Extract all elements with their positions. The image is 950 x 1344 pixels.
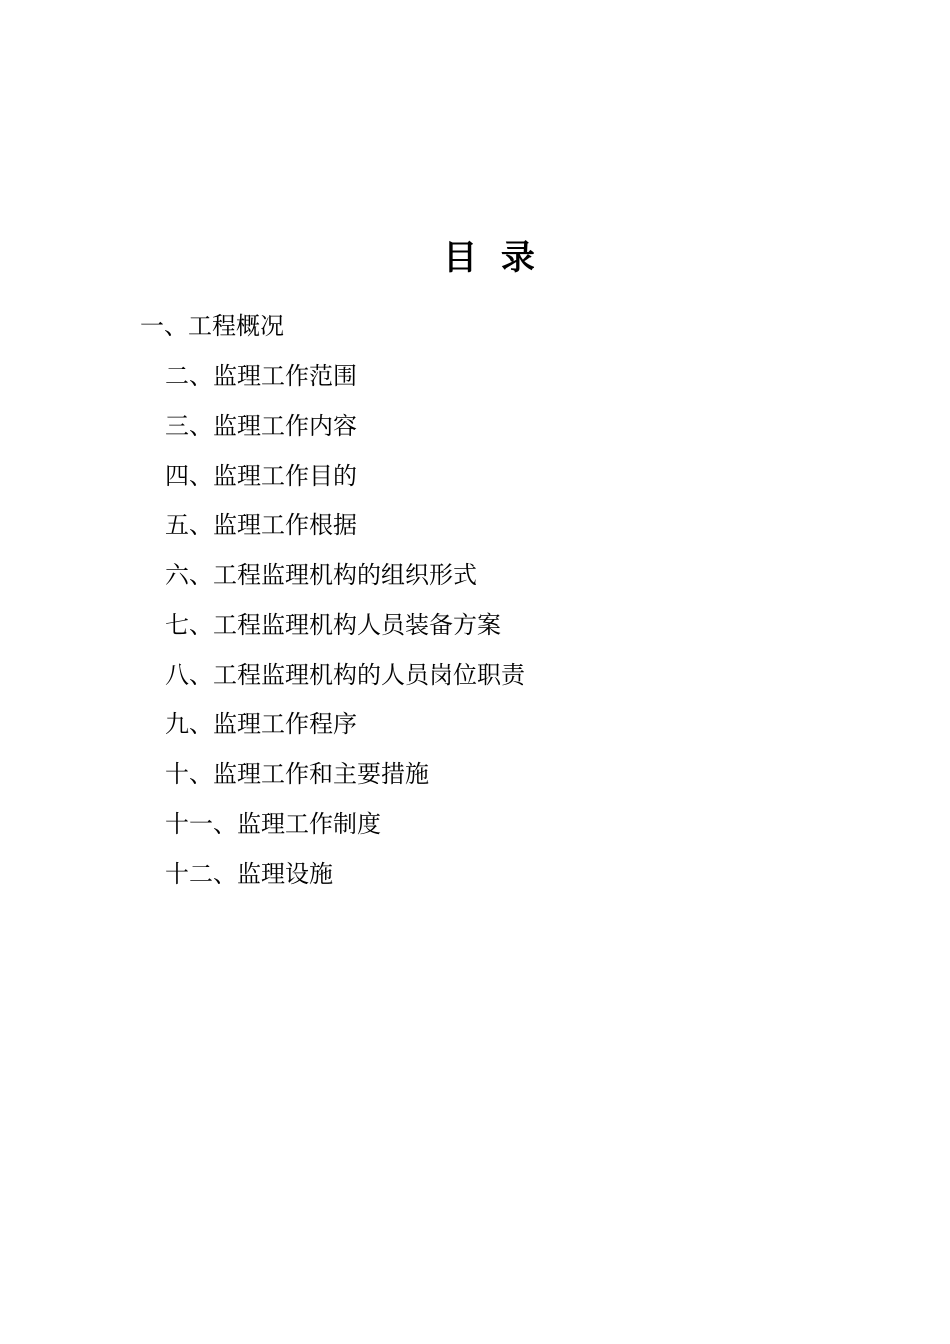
- toc-item-3: 三、监理工作内容: [165, 412, 357, 440]
- title-text: 目 录: [443, 238, 535, 278]
- toc-item-1: 一、工程概况: [140, 312, 284, 340]
- toc-item-2: 二、监理工作范围: [165, 362, 357, 390]
- toc-item-10: 十、监理工作和主要措施: [165, 760, 429, 788]
- toc-item-5: 五、监理工作根据: [165, 511, 357, 539]
- toc-item-4: 四、监理工作目的: [165, 462, 357, 490]
- toc-item-9: 九、监理工作程序: [165, 710, 357, 738]
- toc-item-8: 八、工程监理机构的人员岗位职责: [165, 661, 525, 689]
- toc-item-6: 六、工程监理机构的组织形式: [165, 561, 477, 589]
- toc-item-7: 七、工程监理机构人员装备方案: [165, 611, 501, 639]
- toc-item-11: 十一、监理工作制度: [165, 810, 381, 838]
- toc-item-12: 十二、监理设施: [165, 860, 333, 888]
